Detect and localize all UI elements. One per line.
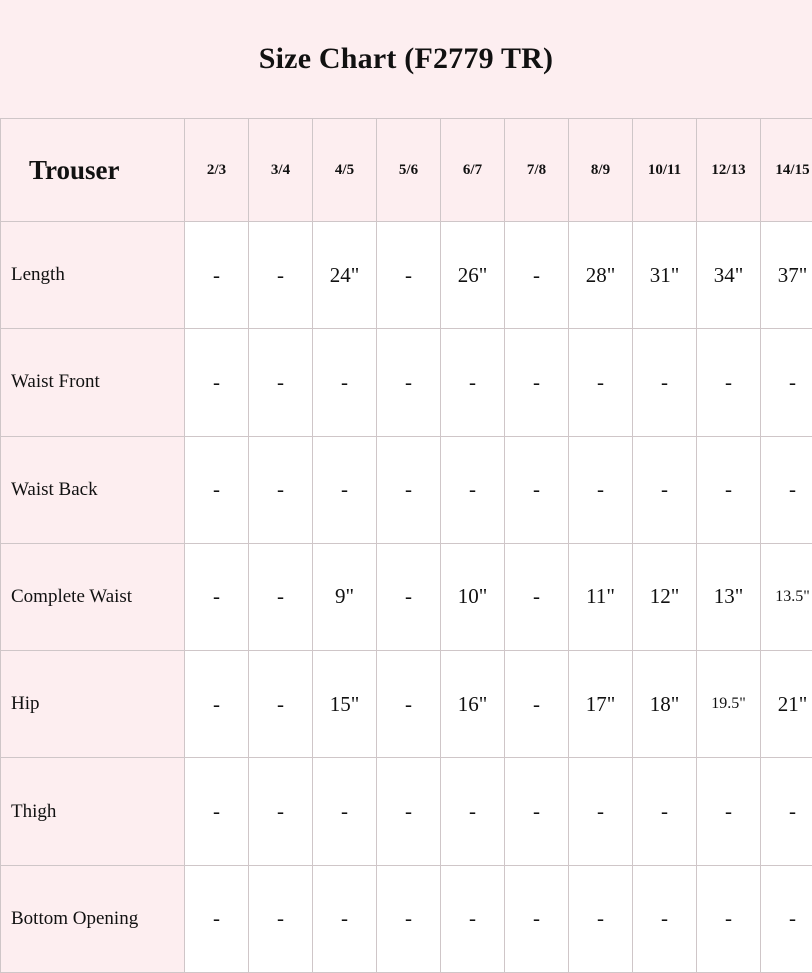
table-row: [1, 222, 812, 329]
table-body: [1, 222, 812, 973]
cell: 16": [441, 651, 505, 758]
cell: -: [249, 758, 313, 865]
cell: -: [249, 651, 313, 758]
cell: -: [505, 543, 569, 650]
row-label-waist-back: Waist Back: [1, 436, 185, 543]
cell: -: [505, 865, 569, 972]
cell: -: [761, 329, 812, 436]
cell: -: [185, 758, 249, 865]
cell: -: [441, 758, 505, 865]
cell: 37": [761, 222, 812, 329]
cell: -: [313, 758, 377, 865]
table-row: [1, 436, 812, 543]
size-header-7: 10/11: [633, 119, 697, 222]
size-chart-table: [0, 118, 812, 973]
cell: 10": [441, 543, 505, 650]
cell: -: [761, 436, 812, 543]
cell: -: [569, 865, 633, 972]
cell: -: [377, 758, 441, 865]
cell: -: [441, 329, 505, 436]
cell: -: [697, 329, 761, 436]
cell: -: [633, 758, 697, 865]
cell: -: [761, 865, 812, 972]
cell: -: [569, 329, 633, 436]
size-header-1: 3/4: [249, 119, 313, 222]
size-header-4: 6/7: [441, 119, 505, 222]
cell: -: [377, 329, 441, 436]
cell: -: [185, 222, 249, 329]
cell: -: [569, 436, 633, 543]
cell: 26": [441, 222, 505, 329]
cell: -: [249, 436, 313, 543]
table-row: [1, 865, 812, 972]
size-header-9: 14/15: [761, 119, 812, 222]
cell: -: [505, 222, 569, 329]
cell: -: [505, 651, 569, 758]
row-label-length: Length: [1, 222, 185, 329]
cell: -: [185, 865, 249, 972]
cell: 19.5": [697, 651, 761, 758]
cell: 13": [697, 543, 761, 650]
row-label-waist-front: Waist Front: [1, 329, 185, 436]
cell: 18": [633, 651, 697, 758]
size-header-2: 4/5: [313, 119, 377, 222]
table-row: [1, 543, 812, 650]
size-header-5: 7/8: [505, 119, 569, 222]
cell: 21": [761, 651, 812, 758]
cell: -: [185, 436, 249, 543]
cell: -: [313, 436, 377, 543]
cell: 9": [313, 543, 377, 650]
cell: -: [697, 758, 761, 865]
cell: -: [697, 436, 761, 543]
cell: -: [505, 758, 569, 865]
page-title: Size Chart (F2779 TR): [0, 0, 812, 118]
row-label-thigh: Thigh: [1, 758, 185, 865]
cell: -: [377, 222, 441, 329]
cell: -: [569, 758, 633, 865]
row-label-bottom-opening: Bottom Opening: [1, 865, 185, 972]
row-label-hip: Hip: [1, 651, 185, 758]
size-header-3: 5/6: [377, 119, 441, 222]
table-row: [1, 651, 812, 758]
cell: -: [441, 436, 505, 543]
cell: 28": [569, 222, 633, 329]
cell: 13.5": [761, 543, 812, 650]
cell: -: [505, 436, 569, 543]
cell: -: [249, 222, 313, 329]
cell: 11": [569, 543, 633, 650]
cell: -: [313, 865, 377, 972]
cell: -: [633, 436, 697, 543]
cell: -: [377, 651, 441, 758]
cell: -: [313, 329, 377, 436]
cell: 15": [313, 651, 377, 758]
cell: -: [441, 865, 505, 972]
cell: -: [377, 865, 441, 972]
cell: -: [697, 865, 761, 972]
cell: -: [249, 865, 313, 972]
corner-label: Trouser: [1, 119, 185, 222]
cell: -: [505, 329, 569, 436]
cell: -: [185, 651, 249, 758]
cell: 34": [697, 222, 761, 329]
cell: -: [761, 758, 812, 865]
cell: 31": [633, 222, 697, 329]
cell: -: [377, 543, 441, 650]
header-row: [1, 119, 812, 222]
cell: -: [377, 436, 441, 543]
cell: 12": [633, 543, 697, 650]
cell: -: [185, 543, 249, 650]
cell: -: [249, 329, 313, 436]
size-header-8: 12/13: [697, 119, 761, 222]
table-row: [1, 758, 812, 865]
cell: -: [633, 329, 697, 436]
row-label-complete-waist: Complete Waist: [1, 543, 185, 650]
cell: -: [249, 543, 313, 650]
size-header-0: 2/3: [185, 119, 249, 222]
cell: 24": [313, 222, 377, 329]
cell: -: [185, 329, 249, 436]
cell: -: [633, 865, 697, 972]
table-row: [1, 329, 812, 436]
size-header-6: 8/9: [569, 119, 633, 222]
cell: 17": [569, 651, 633, 758]
table-header: [1, 119, 812, 222]
